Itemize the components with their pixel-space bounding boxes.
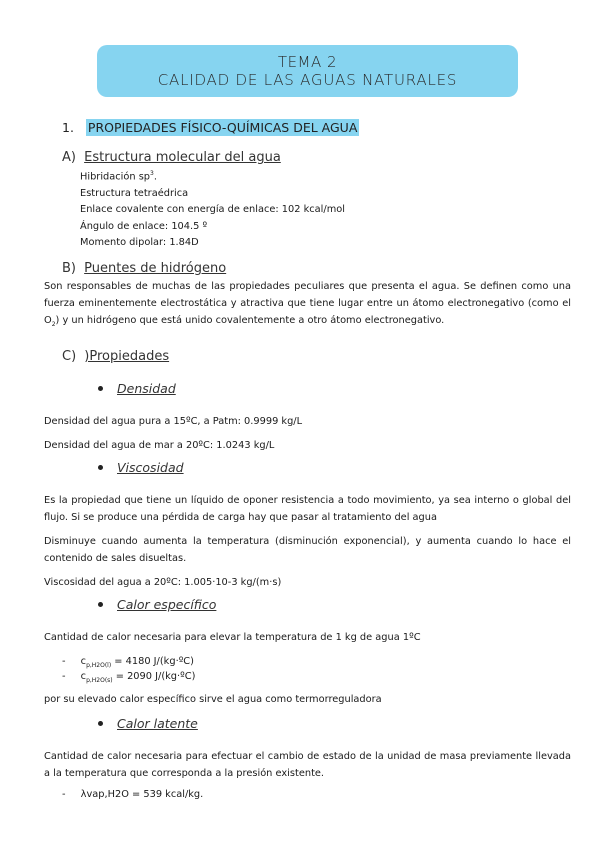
subsection-c-title: )Propiedades: [84, 349, 170, 364]
dipole-moment-line: Momento dipolar: 1.84D: [80, 237, 199, 249]
subsection-c-letter: C): [62, 349, 77, 364]
specific-heat-intro: Cantidad de calor necesaria para elevar la temperatura de 1 kg de agua 1ºC: [44, 632, 421, 643]
topic-number: TEMA 2: [277, 53, 338, 71]
title-banner: [97, 45, 518, 97]
latent-heat-title: Calor latente: [117, 716, 198, 731]
subsection-b-title: Puentes de hidrógeno: [84, 261, 227, 276]
specific-heat-item-solid: - $c_{p,H2O(s)} = 2090$ J/(kg·ºC): [62, 671, 196, 684]
subsection-a-heading: [62, 150, 281, 165]
bullet-icon: [98, 465, 103, 470]
section-heading: [62, 120, 359, 135]
tetrahedral-line: Estructura tetraédrica: [80, 187, 189, 199]
density-heading: [98, 381, 176, 396]
subsection-a-letter: A): [62, 150, 76, 165]
bullet-icon: [98, 386, 103, 391]
latent-heat-paragraph: Cantidad de calor necesaria para efectuar el cambio de estado de la unidad de masa previamente llevada a la temperatura que corresponda a la presión existente.: [44, 751, 571, 779]
specific-heat-item-liquid: - $c_{p,H2O(l)} = 4180$ J/(kg·ºC): [62, 656, 194, 669]
structure-list: [80, 166, 540, 252]
viscosity-paragraph-1: Es la propiedad que tiene un líquido de oponer resistencia a todo movimiento, ya sea interno o global del flujo. Si se produce una pérdida de carga hay que pasar al tratamiento del agua: [44, 495, 571, 523]
bond-energy-line: Enlace covalente con energía de enlace: 102 kcal/mol: [80, 204, 345, 216]
viscosity-paragraph-2: Disminuye cuando aumenta la temperatura (disminución exponencial), y aumenta cuando lo hace el contenido de sales disueltas.: [44, 536, 571, 564]
topic-title: CALIDAD DE LAS AGUAS NATURALES: [157, 71, 458, 89]
bullet-icon: [98, 602, 103, 607]
viscosity-heading: [98, 460, 184, 475]
density-sea-line: Densidad del agua de mar a 20ºC: 1.0243 kg/L: [44, 440, 275, 451]
latent-heat-item: - λvap,H2O = 539 kcal/kg.: [62, 789, 204, 800]
bullet-icon: [98, 721, 103, 726]
specific-heat-heading: [98, 597, 216, 612]
subsection-c-heading: [62, 349, 169, 364]
specific-heat-title: Calor específico: [117, 597, 217, 612]
density-title: Densidad: [117, 381, 176, 396]
section-title: PROPIEDADES FÍSICO-QUÍMICAS DEL AGUA: [87, 120, 358, 135]
subsection-b-heading: [62, 261, 226, 276]
viscosity-title: Viscosidad: [117, 460, 184, 475]
subsection-a-title: Estructura molecular del agua: [84, 150, 281, 165]
subsection-b-letter: B): [62, 261, 76, 276]
latent-heat-heading: [98, 716, 198, 731]
hydrogen-bond-paragraph: Son responsables de muchas de las propiedades peculiares que presenta el agua. Se definen como una fuerza eminentemente electrostática y atractiva que tiene lugar entre un átomo electronegativo (como el $O_2$) y un hidrógeno que está unido covalentemente a otro átomo electronegativo.: [44, 281, 571, 328]
section-number: 1.: [62, 120, 74, 135]
specific-heat-outro: por su elevado calor específico sirve el agua como termorreguladora: [44, 694, 382, 705]
viscosity-value-line: Viscosidad del agua a 20ºC: 1.005·10-3 kg/(m·s): [44, 577, 282, 588]
hybridization-line: Hibridación $sp^3$.: [80, 170, 157, 183]
density-pure-line: Densidad del agua pura a 15ºC, a Patm: 0.9999 kg/L: [44, 416, 303, 427]
bond-angle-line: Ángulo de enlace: 104.5 º: [80, 220, 208, 232]
